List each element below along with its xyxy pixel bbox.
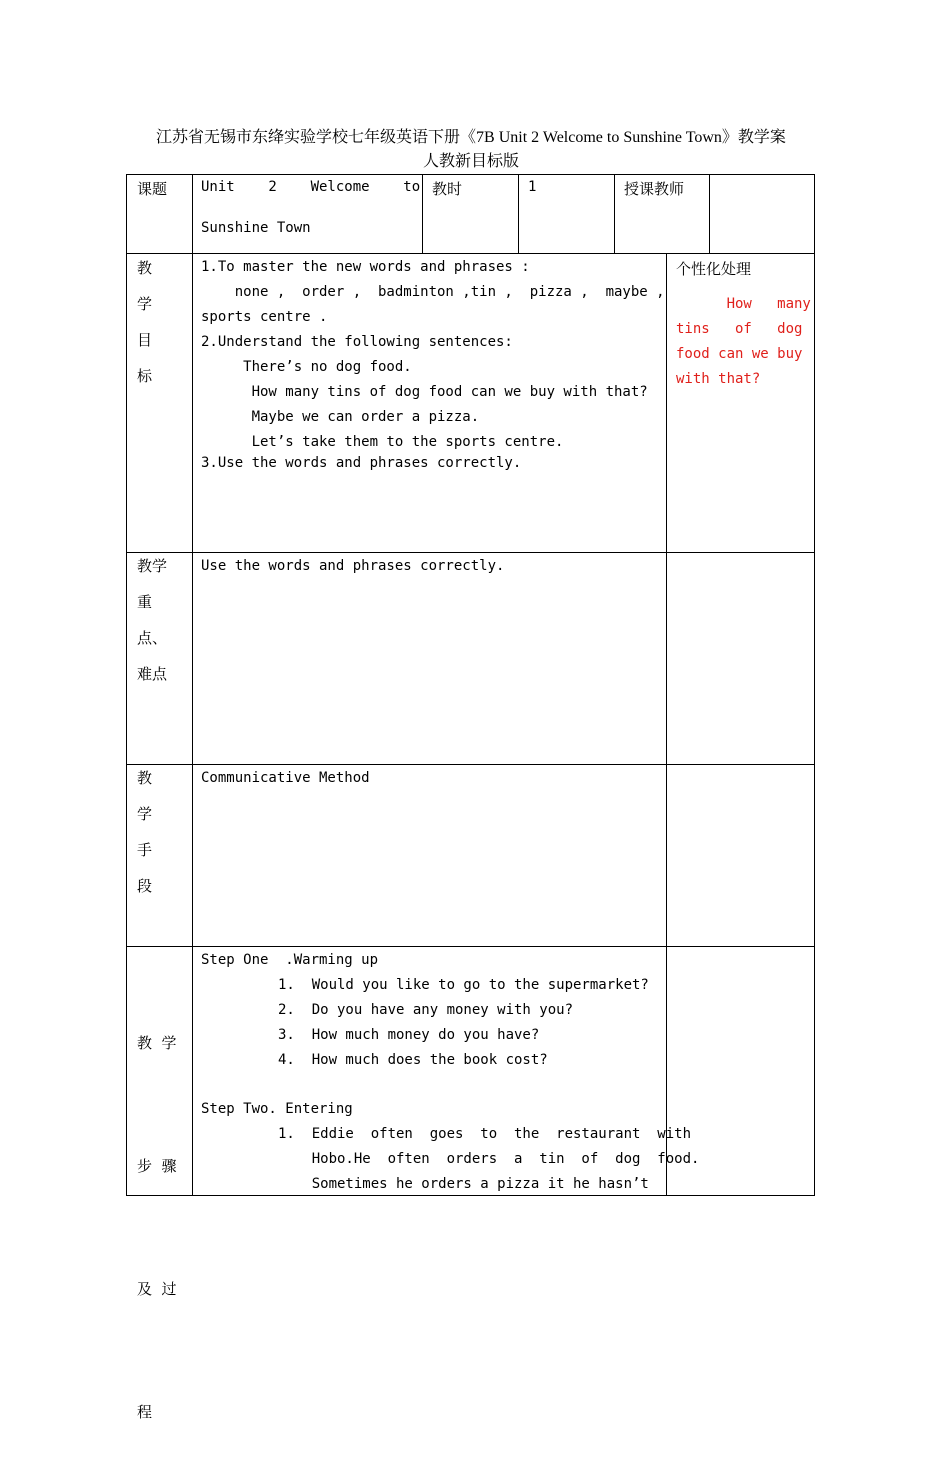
row-divider	[126, 764, 815, 765]
col-divider	[666, 253, 667, 1196]
document-title	[126, 126, 816, 174]
col-divider	[518, 174, 519, 254]
row-divider	[126, 552, 815, 553]
col-divider	[709, 174, 710, 254]
topic-line-1: Unit 2 Welcome to	[201, 179, 421, 195]
personalized-label: 个性化处理	[676, 260, 752, 278]
period-value: 1	[528, 179, 537, 195]
warming-question: 2. Do you have any money with you?	[278, 1002, 574, 1018]
col-divider	[422, 174, 423, 254]
personalized-note: tins of dog	[676, 321, 803, 337]
objective-line: none , order , badminton ,tin , pizza , maybe ,	[201, 284, 665, 300]
row-divider	[126, 253, 815, 254]
row-divider	[126, 946, 815, 947]
objective-line: 2.Understand the following sentences:	[201, 334, 513, 350]
personalized-note: food can we buy	[676, 346, 803, 362]
personalized-note: with that?	[676, 371, 761, 387]
entering-line: 1. Eddie often goes to the restaurant with	[278, 1126, 692, 1142]
key-points-text: Use the words and phrases correctly.	[201, 558, 505, 574]
entering-line: Sometimes he orders a pizza it he hasn’t	[278, 1176, 649, 1192]
topic-label: 课题	[137, 180, 168, 198]
col-divider	[614, 174, 615, 254]
topic-line-2: Sunshine Town	[201, 220, 311, 236]
title-line-2: 人教新目标版	[422, 153, 519, 170]
objective-line: 3.Use the words and phrases correctly.	[201, 455, 522, 471]
warming-question: 1. Would you like to go to the supermarket?	[278, 977, 649, 993]
teacher-label: 授课教师	[624, 180, 685, 198]
objectives-label: 教 学 目 标	[137, 259, 153, 385]
period-label: 教时	[432, 180, 463, 198]
objective-line: Maybe we can order a pizza.	[201, 409, 480, 425]
key-points-label: 教学 重 点、 难点	[137, 557, 168, 683]
step-one-heading: Step One .Warming up	[201, 952, 379, 968]
warming-question: 4. How much does the book cost?	[278, 1052, 548, 1068]
personalized-note: How many	[676, 296, 811, 312]
objective-line: sports centre .	[201, 309, 328, 325]
entering-line: Hobo.He often orders a tin of dog food.	[278, 1151, 700, 1167]
step-two-heading: Step Two. Entering	[201, 1101, 353, 1117]
objective-line: There’s no dog food.	[201, 359, 412, 375]
steps-label: 教 学 步 骤 及 过 程	[137, 1034, 177, 1421]
objective-line: Let’s take them to the sports centre.	[201, 434, 564, 450]
method-label: 教 学 手 段	[137, 769, 153, 895]
method-text: Communicative Method	[201, 770, 370, 786]
objective-line: 1.To master the new words and phrases :	[201, 259, 530, 275]
objective-line: How many tins of dog food can we buy with that?	[201, 384, 648, 400]
warming-question: 3. How much money do you have?	[278, 1027, 540, 1043]
title-line-1: 江苏省无锡市东绛实验学校七年级英语下册《7B Unit 2 Welcome to Sunshine Town》教学案	[156, 129, 786, 146]
